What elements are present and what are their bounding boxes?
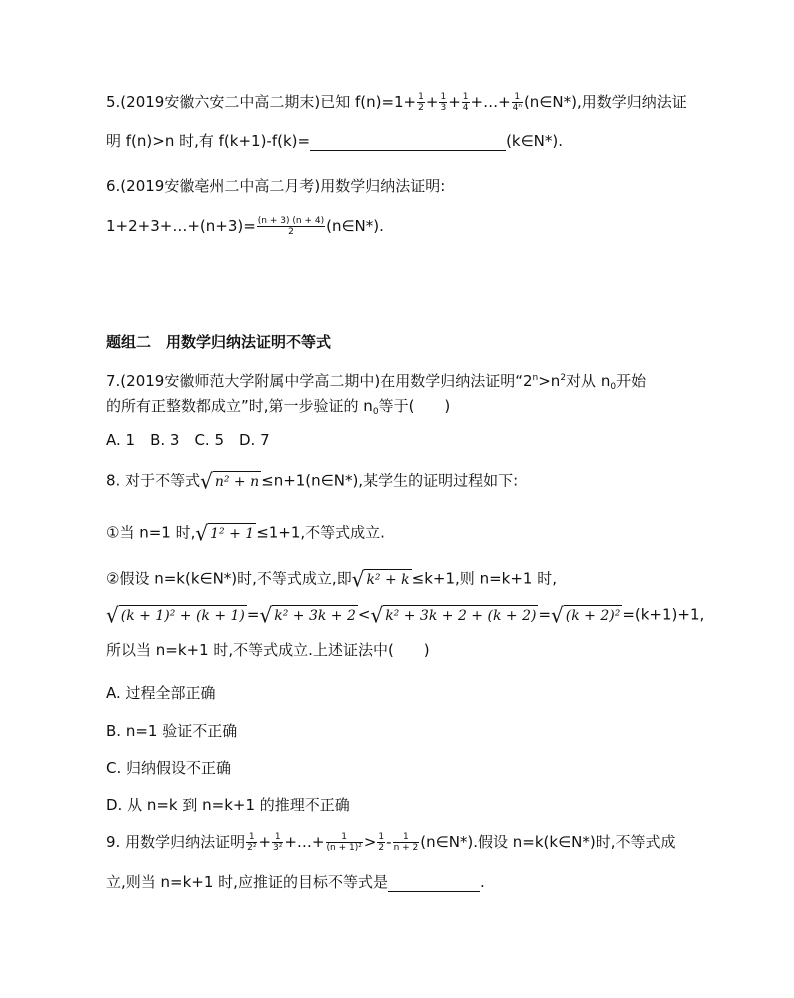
numerator: 1 bbox=[512, 92, 523, 103]
sqrt-expression bbox=[195, 522, 256, 544]
q9-line1 bbox=[106, 832, 676, 853]
answer-blank[interactable] bbox=[310, 134, 506, 151]
fraction bbox=[439, 92, 447, 113]
denominator: 2 bbox=[378, 843, 385, 853]
numerator: (n + 3) (n + 4) bbox=[257, 216, 325, 226]
q7-line1 bbox=[106, 368, 646, 397]
denominator: 4ⁿ bbox=[512, 103, 522, 113]
q8-text: =(k+1)+1, bbox=[622, 605, 705, 624]
numerator: 1 bbox=[440, 92, 447, 102]
radical-sign: √ bbox=[370, 602, 384, 628]
subscript: 0 bbox=[372, 407, 379, 417]
radicand: (k + 2)² bbox=[564, 605, 623, 626]
q5-line1 bbox=[106, 92, 687, 113]
radicand: k² + 3k + 2 bbox=[272, 605, 358, 626]
q7-text: 等于( ) bbox=[378, 397, 451, 415]
q8-step1 bbox=[106, 522, 385, 544]
numerator: 1 bbox=[246, 832, 257, 843]
q7-options: A. 1 B. 3 C. 5 D. 7 bbox=[106, 431, 270, 449]
radical-sign: √ bbox=[106, 602, 119, 628]
denominator: 3² bbox=[273, 843, 283, 853]
q5-text: (k∈N*). bbox=[506, 132, 564, 150]
q8-text: ≤1+1,不等式成立. bbox=[256, 523, 385, 542]
numerator: 1 bbox=[272, 832, 283, 843]
q7-line2 bbox=[106, 396, 450, 422]
q5-text: (n∈N*),用数学归纳法证 bbox=[523, 93, 687, 111]
operator: = bbox=[538, 605, 552, 624]
q8-step3 bbox=[106, 604, 704, 626]
q8-text: ≤k+1,则 n=k+1 时, bbox=[411, 569, 557, 588]
q6-line1: 6.(2019安徽亳州二中高二月考)用数学归纳法证明: bbox=[106, 177, 446, 195]
q8-step2 bbox=[106, 568, 557, 590]
fraction bbox=[512, 92, 523, 113]
fraction bbox=[246, 832, 257, 853]
q6-text: 1+2+3+…+(n+3)= bbox=[106, 217, 256, 235]
fraction bbox=[272, 832, 283, 853]
q9-text: . bbox=[479, 873, 485, 891]
sqrt-expression bbox=[200, 470, 261, 492]
superscript: n bbox=[532, 373, 539, 383]
answer-blank[interactable] bbox=[388, 875, 480, 892]
operator: = bbox=[246, 605, 260, 624]
q8-option-b: B. n=1 验证不正确 bbox=[106, 722, 238, 740]
operator: + bbox=[448, 93, 461, 111]
sqrt-expression bbox=[370, 604, 538, 626]
fraction bbox=[417, 92, 425, 113]
denominator: 2 bbox=[288, 227, 294, 237]
q8-option-c: C. 归纳假设不正确 bbox=[106, 759, 232, 777]
operator: +…+ bbox=[284, 833, 325, 851]
q7-text: 的所有正整数都成立”时,第一步验证的 n bbox=[106, 397, 373, 415]
radical-sign: √ bbox=[259, 602, 273, 628]
radicand: k² + 3k + 2 + (k + 2) bbox=[383, 605, 538, 626]
q8-line1 bbox=[106, 470, 518, 492]
q8-option-a: A. 过程全部正确 bbox=[106, 684, 216, 702]
fraction bbox=[377, 832, 385, 853]
operator: - bbox=[386, 833, 392, 851]
radical-sign: √ bbox=[551, 602, 564, 628]
denominator: (n + 1)² bbox=[326, 843, 362, 853]
q8-option-d: D. 从 n=k 到 n=k+1 的推理不正确 bbox=[106, 796, 350, 814]
radical-sign: √ bbox=[195, 520, 209, 546]
q7-text: 7.(2019安徽师范大学附属中学高二期中)在用数学归纳法证明“2 bbox=[106, 372, 533, 390]
radicand: k² + k bbox=[364, 569, 411, 590]
radicand: 1² + 1 bbox=[208, 523, 256, 544]
denominator: 4 bbox=[462, 103, 469, 113]
q8-step4: 所以当 n=k+1 时,不等式成立.上述证法中( ) bbox=[106, 641, 430, 659]
fraction bbox=[326, 832, 363, 853]
fraction bbox=[393, 832, 420, 853]
q9-text: 9. 用数学归纳法证明 bbox=[106, 833, 246, 851]
q8-text: ②假设 n=k(k∈N*)时,不等式成立,即 bbox=[106, 569, 352, 588]
denominator: 2 bbox=[418, 103, 424, 113]
radical-sign: √ bbox=[200, 468, 213, 494]
numerator: 1 bbox=[418, 92, 424, 102]
superscript: 2 bbox=[560, 373, 567, 383]
numerator: 1 bbox=[326, 832, 363, 843]
section-title: 题组二 用数学归纳法证明不等式 bbox=[106, 333, 332, 351]
q8-text: 8. 对于不等式 bbox=[106, 471, 201, 490]
denominator: 3 bbox=[440, 103, 447, 113]
radicand: n² + n bbox=[213, 471, 261, 492]
q7-text: 对从 n bbox=[566, 372, 611, 390]
numerator: 1 bbox=[378, 832, 385, 842]
q9-line2 bbox=[106, 872, 485, 892]
q7-text: 开始 bbox=[616, 372, 647, 390]
q7-text: >n bbox=[538, 372, 561, 390]
numerator: 1 bbox=[393, 832, 420, 843]
sqrt-expression bbox=[551, 604, 622, 626]
q8-text: ①当 n=1 时, bbox=[106, 523, 196, 542]
q6-line2 bbox=[106, 216, 384, 237]
denominator: n + 2 bbox=[393, 843, 419, 853]
operator: + bbox=[425, 93, 439, 111]
operator: > bbox=[363, 833, 377, 851]
operator: +…+ bbox=[470, 93, 511, 111]
subscript: 0 bbox=[610, 382, 617, 392]
q5-line2 bbox=[106, 131, 563, 151]
sqrt-expression bbox=[352, 568, 412, 590]
radical-sign: √ bbox=[351, 566, 365, 592]
numerator: 1 bbox=[462, 92, 469, 102]
sqrt-expression bbox=[259, 604, 357, 626]
operator: + bbox=[258, 833, 272, 851]
q5-text: 明 f(n)>n 时,有 f(k+1)-f(k)= bbox=[106, 132, 311, 150]
fraction bbox=[462, 92, 470, 113]
q6-text: (n∈N*). bbox=[326, 217, 384, 235]
fraction bbox=[257, 216, 325, 237]
q9-text: 立,则当 n=k+1 时,应推证的目标不等式是 bbox=[106, 873, 388, 891]
sqrt-expression bbox=[106, 604, 247, 626]
q5-text: 5.(2019安徽六安二中高二期末)已知 f(n)=1+ bbox=[106, 93, 417, 111]
q8-text: ≤n+1(n∈N*),某学生的证明过程如下: bbox=[261, 471, 519, 490]
denominator: 2² bbox=[247, 843, 257, 853]
operator: < bbox=[357, 605, 371, 624]
q9-text: (n∈N*).假设 n=k(k∈N*)时,不等式成 bbox=[420, 833, 676, 851]
radicand: (k + 1)² + (k + 1) bbox=[119, 605, 247, 626]
